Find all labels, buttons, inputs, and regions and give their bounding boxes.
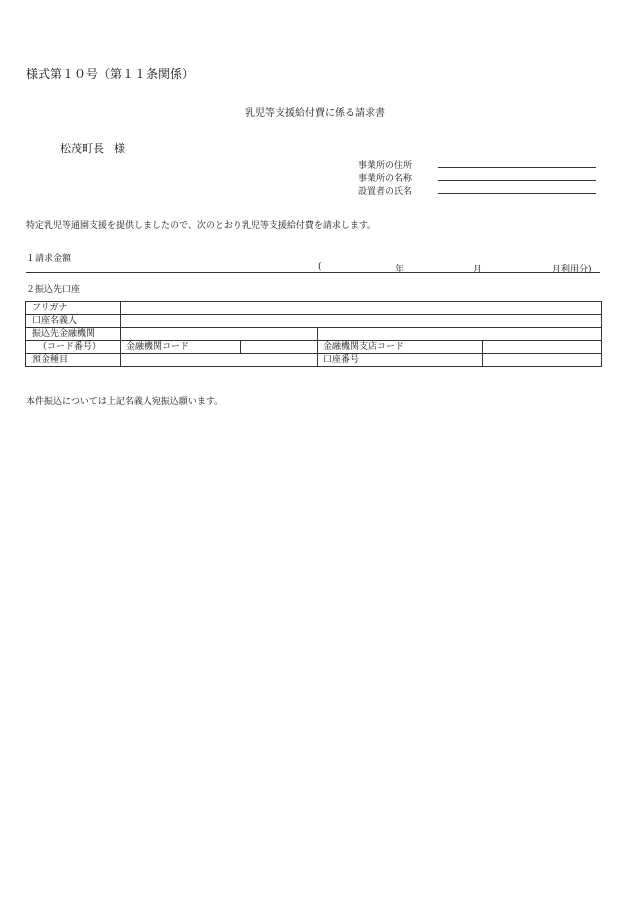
deposit-type-label: 預金種目 [26,354,121,367]
business-name-line [438,180,596,181]
branch-name-input[interactable] [318,328,602,341]
form-number: 様式第１０号（第１１条関係） [26,67,195,81]
document-title: 乳児等支援給付費に係る請求書 [245,108,385,119]
table-row [26,302,602,315]
furigana-label: フリガナ [26,302,121,315]
table-row [26,341,602,354]
account-holder-input[interactable] [121,315,602,328]
table-row [26,315,602,328]
table-row [26,354,602,367]
section1-divider [26,272,600,273]
addressee [60,140,125,156]
addressee-name: 松茂町長 [60,142,104,155]
bank-label-line2: （コード番号） [26,341,121,354]
bank-name-input[interactable] [121,328,318,341]
business-address-line [438,167,596,168]
furigana-input[interactable] [121,302,602,315]
business-name-label: 事業所の名称 [358,174,413,184]
closing-text: 本件振込については上記名義人宛振込願います。 [26,397,224,407]
intro-text: 特定乳児等通園支援を提供しましたので、次のとおり乳児等支援給付費を請求します。 [26,221,377,231]
bank-account-table [25,301,602,367]
branch-code-input[interactable] [483,341,602,354]
bank-label-line1: 振込先金融機関 [26,328,121,341]
period-month-label: 月 [473,265,483,275]
account-number-input[interactable] [483,354,602,367]
section2-heading: ２振込先口座 [26,285,81,295]
founder-name-line [438,193,596,194]
account-holder-label: 口座名義人 [26,315,121,328]
founder-name-label: 設置者の氏名 [358,187,413,197]
account-number-label: 口座番号 [318,354,483,367]
branch-code-label: 金融機関支店コード [318,341,483,354]
bank-code-label: 金融機関コード [121,341,241,354]
business-address-label: 事業所の住所 [358,161,413,171]
period-year-label: 年 [395,265,405,275]
table-row [26,328,602,341]
addressee-suffix: 様 [114,142,125,155]
section1-heading: １請求金額 [26,254,72,264]
period-open-paren: ( [318,262,322,272]
deposit-type-input[interactable] [121,354,318,367]
period-usage-label: 月利用分) [552,265,592,275]
bank-code-input[interactable] [241,341,318,354]
